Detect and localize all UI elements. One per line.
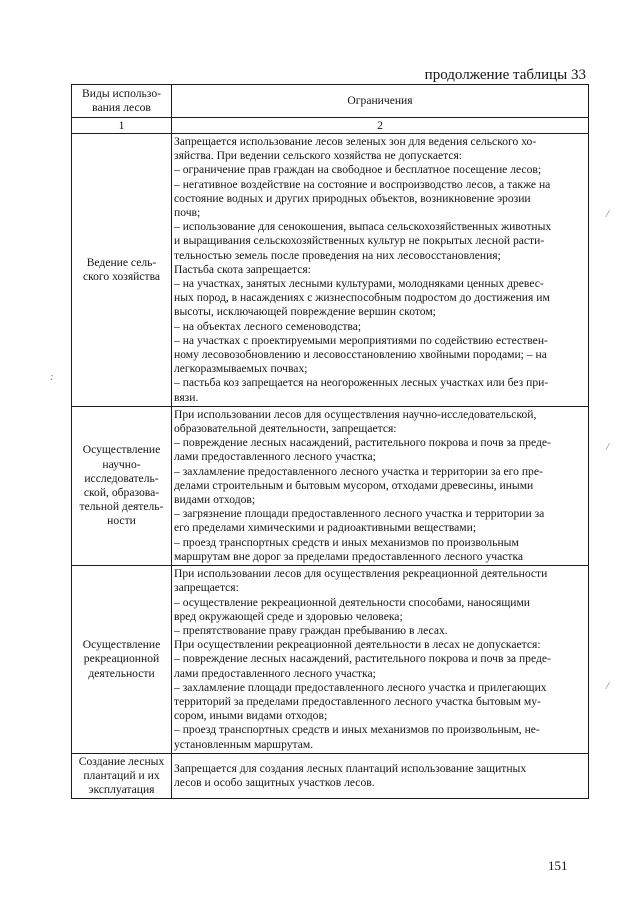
text-line: тельностью земель после проведения на них лесовосстановления;	[174, 248, 501, 262]
text-line: зяйства. При ведении сельского хозяйства не допускается:	[174, 149, 463, 163]
column-header-restrictions: Ограничения	[172, 85, 589, 118]
table-header-row	[72, 85, 589, 118]
column-number-1: 1	[72, 118, 172, 134]
text-line: состояние водных и других природных объектов, возникновение эрозии	[174, 191, 531, 205]
kind-line: исследователь-	[84, 471, 159, 485]
row-kind-research-education	[72, 406, 172, 565]
text-line: – использование для сенокошения, выпаса сельскохозяйственных животных	[174, 220, 552, 234]
text-line: – проезд транспортных средств и иных механизмов по произвольным	[174, 535, 519, 549]
row-restrictions-forest-plantations	[172, 753, 589, 799]
text-line: – ограничение прав граждан на свободное и бесплатное посещение лесов;	[174, 163, 542, 177]
row-restrictions-research-education	[172, 406, 589, 565]
kind-line: рекреационной	[83, 652, 160, 666]
text-line: делами строительным и бытовым мусором, отходами древесины, иными	[174, 478, 534, 492]
kind-line: научно-	[102, 457, 141, 471]
text-line: Запрещается для создания лесных плантаций использование защитных	[174, 761, 527, 775]
text-line: и выращивания сельскохозяйственных культур не покрытых лесной расти-	[174, 234, 545, 248]
text-line: маршрутам вне дорог за пределами предоставленного лесного участка	[174, 549, 524, 563]
restrictions-table	[71, 84, 589, 799]
text-line: лесов и особо защитных участков лесов.	[174, 776, 375, 790]
kind-line: Создание лесных	[78, 754, 165, 768]
scan-mark: /	[606, 208, 610, 220]
kind-line: тельной деятель-	[79, 500, 164, 514]
text-line: – препятствование праву граждан пребыванию в лесах.	[174, 623, 448, 637]
row-kind-recreation	[72, 566, 172, 754]
table-row	[72, 134, 589, 407]
scan-mark: /	[606, 680, 610, 692]
text-line: – захламление площади предоставленного лесного участка и прилегающих	[174, 680, 547, 694]
text-line: При использовании лесов для осуществления научно-исследовательской,	[174, 407, 537, 421]
text-line: запрещается:	[174, 581, 239, 595]
kind-line: плантаций и их	[83, 768, 160, 782]
text-line: видами отходов;	[174, 493, 256, 507]
text-line: – на объектах лесного семеноводства;	[174, 319, 362, 333]
text-line: При использовании лесов для осуществления рекреационной деятельности	[174, 567, 548, 581]
text-line: лами предоставленного лесного участка;	[174, 450, 376, 464]
scan-mark: :	[50, 371, 54, 383]
row-kind-agriculture	[72, 134, 172, 407]
page-number: 151	[548, 858, 568, 873]
text-line: вред окружающей среде и здоровью человека;	[174, 609, 403, 623]
text-line: – осуществление рекреационной деятельности способами, наносящими	[174, 595, 530, 609]
text-line: – на участках, занятых лесными культурами, молодняками ценных древес-	[174, 277, 544, 291]
kind-line: ского хозяйства	[82, 269, 161, 283]
kind-line: Осуществление	[82, 638, 161, 652]
text-line: Запрещается использование лесов зеленых зон для ведения сельского хо-	[174, 135, 537, 148]
table-row	[72, 753, 589, 799]
header-line: Виды использо-	[82, 87, 161, 100]
text-line: Пастьба скота запрещается:	[174, 262, 311, 276]
kind-line: ности	[107, 514, 136, 528]
scan-mark: /	[606, 441, 610, 453]
text-line: почв;	[174, 206, 201, 220]
text-line: ных пород, в насаждениях с жизнеспособным подростом до достижения им	[174, 291, 550, 305]
text-line: – повреждение лесных насаждений, растительного покрова и почв за преде-	[174, 652, 551, 666]
text-line: – захламление предоставленного лесного участка и территории за его пре-	[174, 464, 543, 478]
text-line: – проезд транспортных средств и иных механизмов по произвольным, не-	[174, 723, 540, 737]
text-line: При осуществлении рекреационной деятельности в лесах не допускается:	[174, 638, 541, 652]
text-line: его пределами химическими и радиоактивными веществами;	[174, 521, 477, 535]
row-restrictions-recreation	[172, 566, 589, 754]
text-line: высоты, исключающей повреждение вершин скотом;	[174, 305, 436, 319]
text-line: образовательной деятельности, запрещается:	[174, 422, 397, 436]
text-line: вязи.	[174, 390, 199, 404]
text-line: – загрязнение площади предоставленного лесного участка и территории за	[174, 507, 545, 521]
text-line: легкоразмываемых почвах;	[174, 362, 308, 376]
text-line: сором, иными видами отходов;	[174, 709, 328, 723]
column-header-forest-use-types	[72, 85, 172, 118]
row-restrictions-agriculture	[172, 134, 589, 407]
header-line: вания лесов	[92, 101, 151, 114]
table-row	[72, 566, 589, 754]
text-line: лами предоставленного лесного участка;	[174, 666, 376, 680]
text-line: установленным маршрутам.	[174, 737, 314, 751]
kind-line: эксплуатация	[88, 783, 155, 797]
column-number-row	[72, 118, 589, 134]
column-number-2: 2	[172, 118, 589, 134]
kind-line: Ведение сель-	[86, 255, 157, 269]
text-line: территорий за пределами предоставленного лесного участка бытовым му-	[174, 694, 541, 708]
kind-line: ской, образова-	[83, 485, 160, 499]
text-line: – пастьба коз запрещается на неогороженных лесных участках или без при-	[174, 376, 549, 390]
text-line: – на участках с проектируемыми мероприятиями по содействию естествен-	[174, 333, 548, 347]
table-continuation-caption: продолжение таблицы 33	[424, 67, 586, 83]
kind-line: деятельности	[88, 666, 155, 680]
table-row	[72, 406, 589, 565]
text-line: ному лесовозобновлению и лесовосстановлению хвойными породами; – на	[174, 348, 547, 362]
row-kind-forest-plantations	[72, 753, 172, 799]
text-line: – негативное воздействие на состояние и воспроизводство лесов, а также на	[174, 177, 551, 191]
text-line: – повреждение лесных насаждений, растительного покрова и почв за преде-	[174, 436, 551, 450]
kind-line: Осуществление	[82, 443, 161, 457]
